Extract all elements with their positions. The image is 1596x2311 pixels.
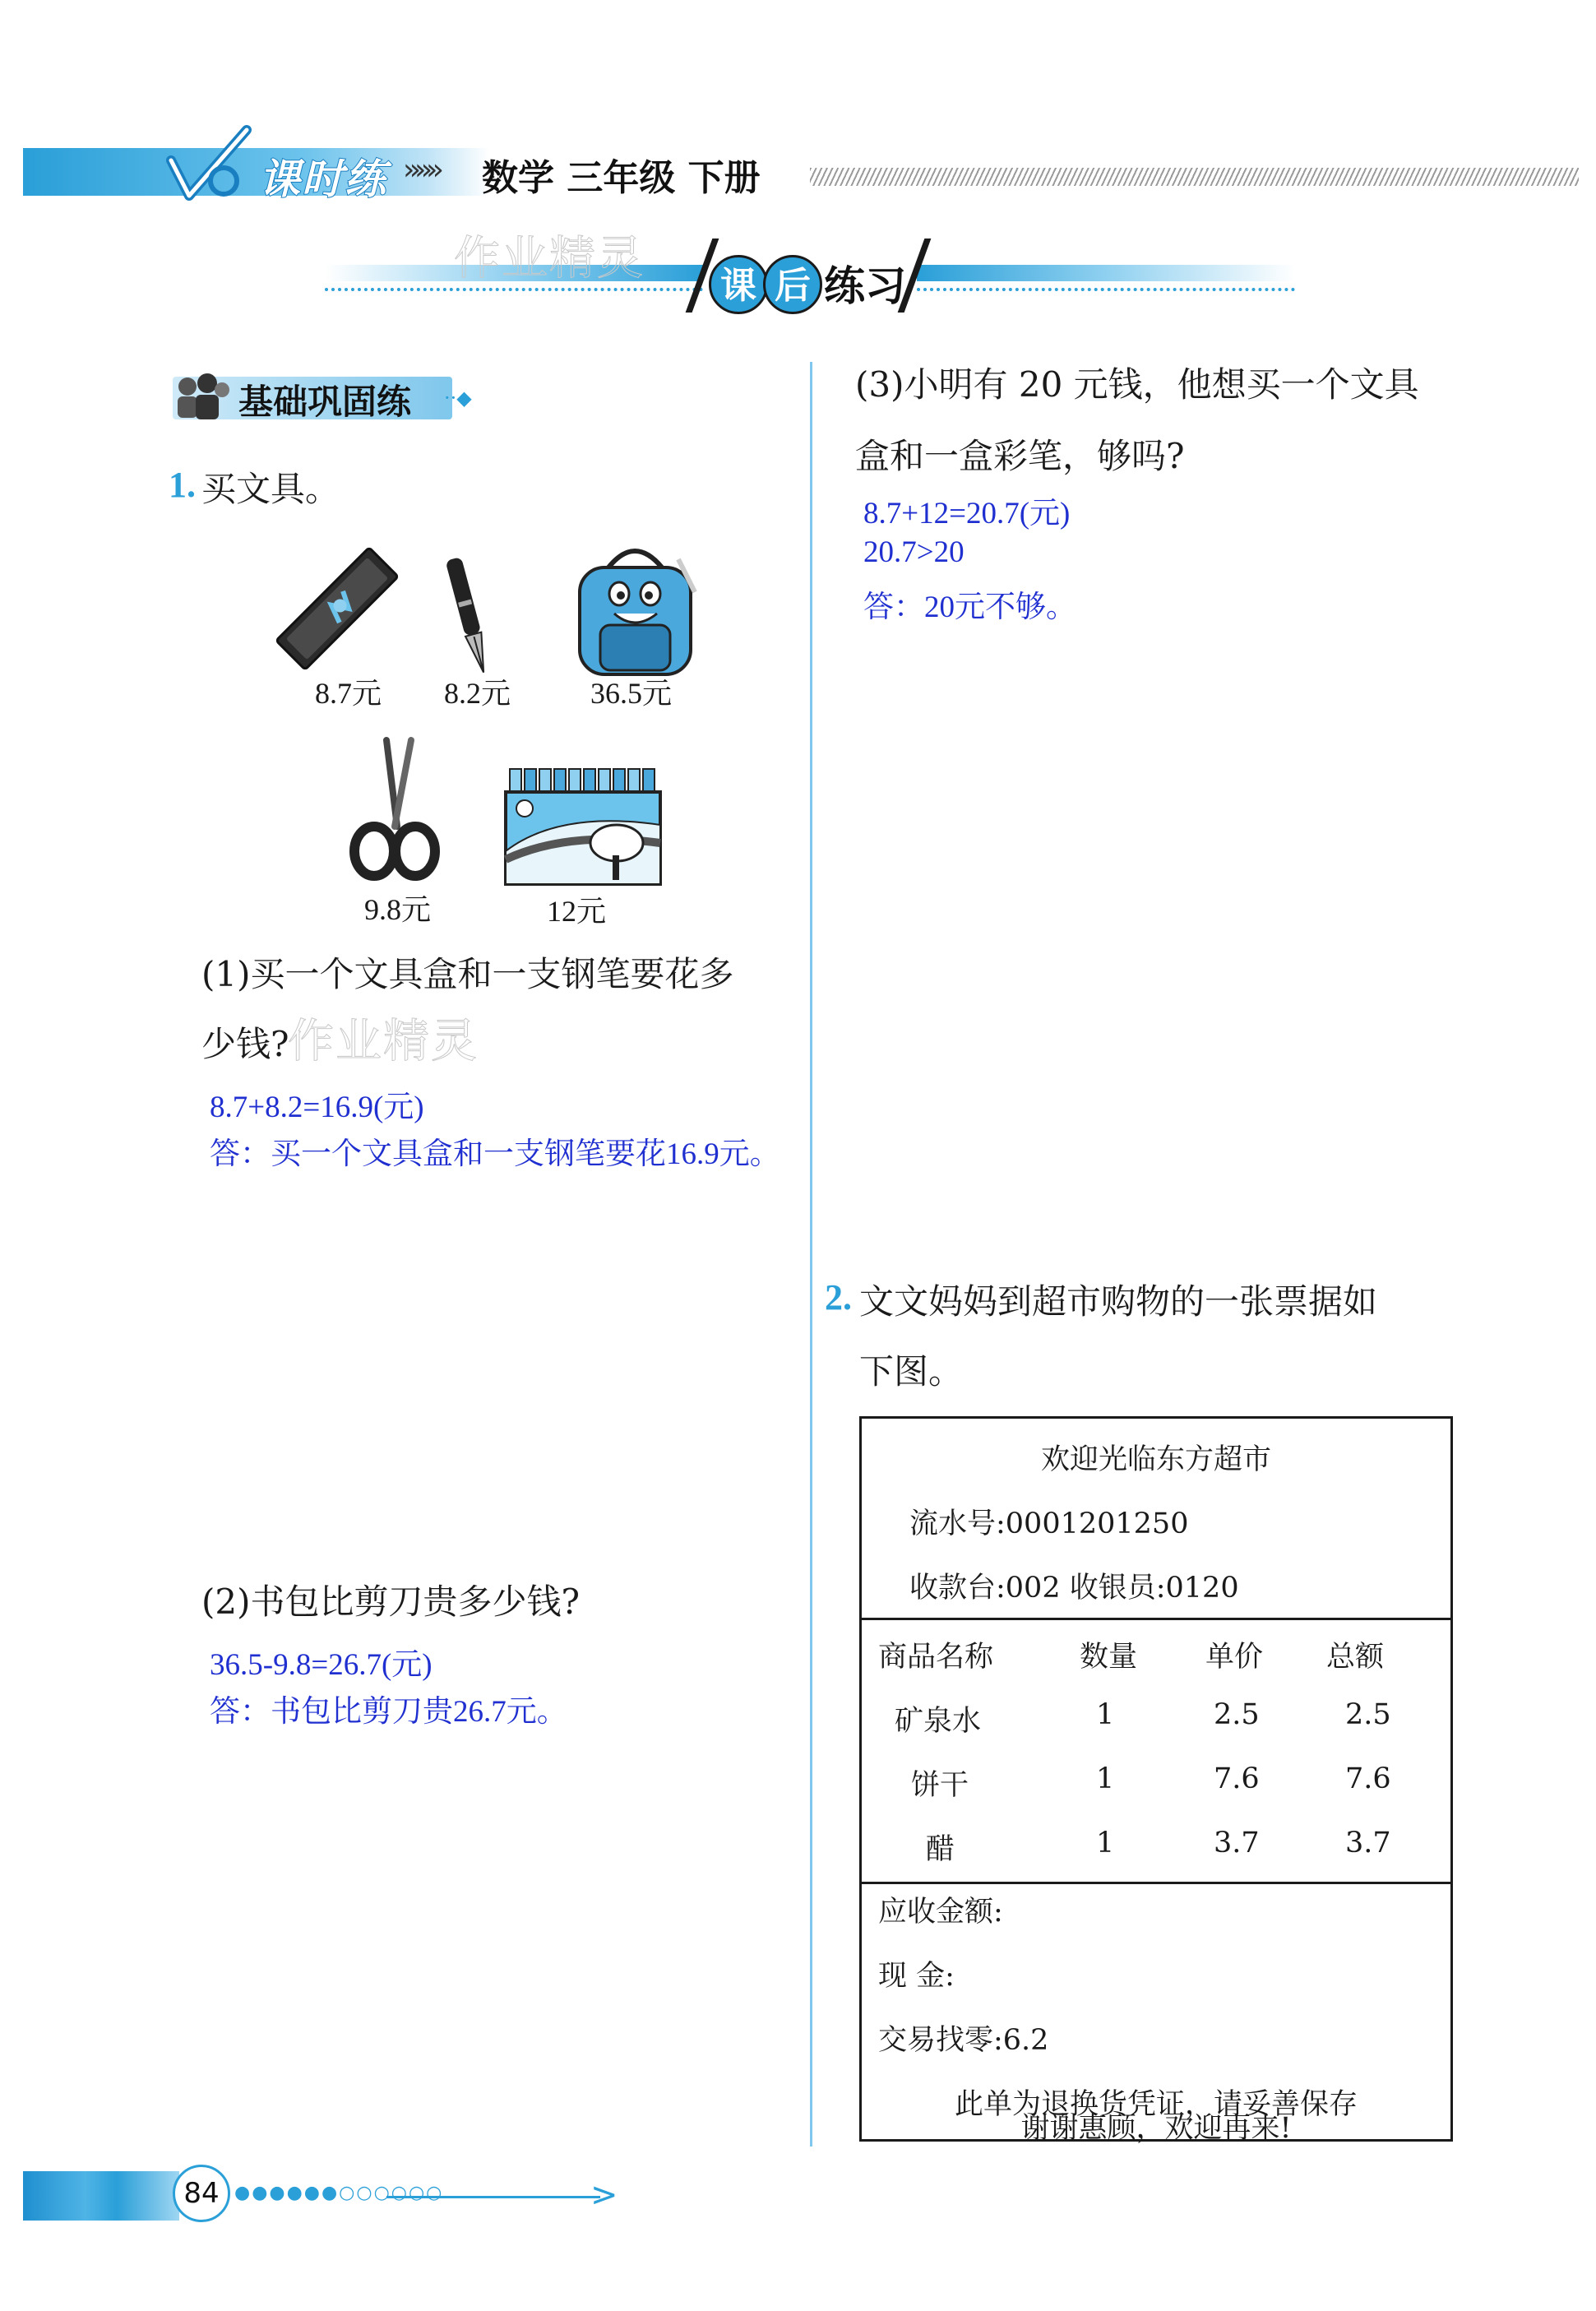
receipt-row-1-price: 2.5 bbox=[1214, 1698, 1260, 1731]
question-number-2: 2. bbox=[825, 1277, 852, 1318]
receipt-row-2-price: 7.6 bbox=[1214, 1762, 1260, 1795]
receipt-row-3-qty: 1 bbox=[1096, 1827, 1115, 1859]
column-divider bbox=[810, 362, 812, 2147]
label-dots: ··◆ bbox=[444, 387, 472, 410]
scissors-icon bbox=[349, 736, 440, 884]
subsection-label: 基础巩固练 bbox=[238, 382, 412, 422]
answer-1-3-statement: 答：20元不够。 bbox=[863, 590, 1076, 624]
receipt-serial: 流水号:0001201250 bbox=[909, 1507, 1189, 1540]
footer-bar bbox=[23, 2171, 179, 2221]
receipt-row-3-name: 醋 bbox=[926, 1833, 955, 1866]
question-1-part-1-line-2: 少钱? bbox=[201, 1024, 289, 1064]
receipt-cash: 现 金: bbox=[878, 1960, 955, 1993]
watermark: 作业精灵 bbox=[454, 232, 645, 285]
receipt-row-1-qty: 1 bbox=[1096, 1698, 1115, 1731]
answer-1-1-statement: 答：买一个文具盒和一支钢笔要花16.9元。 bbox=[210, 1137, 780, 1171]
section-title: 练习 bbox=[824, 262, 906, 310]
price-crayon-box: 12元 bbox=[547, 895, 607, 928]
watermark: 作业精灵 bbox=[288, 1015, 479, 1068]
header-arrows: »»» bbox=[403, 153, 438, 187]
banner-dots-left bbox=[325, 288, 703, 291]
page-number: 84 bbox=[173, 2165, 230, 2222]
receipt-header-name: 商品名称 bbox=[878, 1641, 994, 1674]
question-1-part-3-line-1: (3)小明有 20 元钱，他想买一个文具 bbox=[855, 364, 1419, 405]
crayon-box-icon bbox=[502, 761, 666, 888]
banner-line-right bbox=[917, 265, 1295, 281]
question-2-line-1: 文文妈妈到超市购物的一张票据如 bbox=[859, 1281, 1378, 1322]
receipt-row-3-total: 3.7 bbox=[1345, 1827, 1391, 1859]
section-badge-1: 课 bbox=[709, 255, 768, 314]
answer-1-2-statement: 答：书包比剪刀贵26.7元。 bbox=[210, 1695, 567, 1729]
receipt-title: 欢迎光临东方超市 bbox=[1040, 1443, 1271, 1476]
footer-dots: ●●●●●●○○○○○○ bbox=[234, 2183, 444, 2203]
receipt-row-3-price: 3.7 bbox=[1214, 1827, 1260, 1859]
question-number-1: 1. bbox=[169, 465, 196, 505]
book-subject: 数学 三年级 下册 bbox=[482, 157, 761, 199]
receipt-amount-due: 应收金额: bbox=[878, 1896, 1003, 1929]
receipt-row-1-name: 矿泉水 bbox=[895, 1705, 982, 1738]
question-1-title: 买文具。 bbox=[201, 469, 340, 509]
question-1-part-3-line-2: 盒和一盒彩笔，够吗? bbox=[855, 436, 1185, 476]
receipt-header-total: 总额 bbox=[1326, 1641, 1385, 1674]
header-hatch bbox=[810, 168, 1579, 186]
logo-check-icon bbox=[164, 123, 255, 206]
receipt bbox=[859, 1416, 1453, 2142]
receipt-header-price: 单价 bbox=[1205, 1641, 1264, 1674]
price-pencil-box: 8.7元 bbox=[315, 677, 382, 710]
question-1-part-1-line-1: (1)买一个文具盒和一支钢笔要花多 bbox=[201, 954, 734, 994]
question-1-part-2: (2)书包比剪刀贵多少钱? bbox=[201, 1582, 581, 1622]
brand-title: 课时练 bbox=[259, 155, 387, 203]
receipt-thanks: 谢谢惠顾，欢迎再来! bbox=[1020, 2112, 1292, 2145]
receipt-divider-2 bbox=[862, 1882, 1450, 1884]
question-2-line-2: 下图。 bbox=[859, 1351, 964, 1392]
section-badge-2: 后 bbox=[763, 255, 822, 314]
pencil-box-icon bbox=[271, 547, 403, 670]
receipt-note: 此单为退换货凭证，请妥善保存 bbox=[954, 2088, 1358, 2121]
receipt-row-1-total: 2.5 bbox=[1345, 1698, 1391, 1731]
fountain-pen-icon bbox=[440, 555, 497, 678]
footer-line bbox=[386, 2196, 600, 2198]
price-backpack: 36.5元 bbox=[590, 677, 673, 710]
answer-1-1-equation: 8.7+8.2=16.9(元) bbox=[210, 1091, 424, 1124]
receipt-counter: 收款台:002 收银员:0120 bbox=[909, 1572, 1239, 1605]
receipt-divider-1 bbox=[862, 1618, 1450, 1620]
receipt-row-2-total: 7.6 bbox=[1345, 1762, 1391, 1795]
receipt-header-qty: 数量 bbox=[1080, 1641, 1138, 1674]
backpack-icon bbox=[563, 535, 707, 678]
answer-1-3-compare: 20.7>20 bbox=[863, 535, 965, 569]
receipt-change: 交易找零:6.2 bbox=[878, 2024, 1049, 2057]
price-fountain-pen: 8.2元 bbox=[444, 677, 511, 710]
receipt-row-2-name: 饼干 bbox=[911, 1769, 969, 1802]
answer-1-3-equation: 8.7+12=20.7(元) bbox=[863, 497, 1071, 530]
footer-arrow-icon: > bbox=[590, 2176, 618, 2214]
people-icon bbox=[173, 372, 230, 421]
price-scissors: 9.8元 bbox=[364, 893, 432, 926]
receipt-row-2-qty: 1 bbox=[1096, 1762, 1115, 1795]
answer-1-2-equation: 36.5-9.8=26.7(元) bbox=[210, 1648, 433, 1682]
banner-dots-right bbox=[917, 288, 1295, 291]
